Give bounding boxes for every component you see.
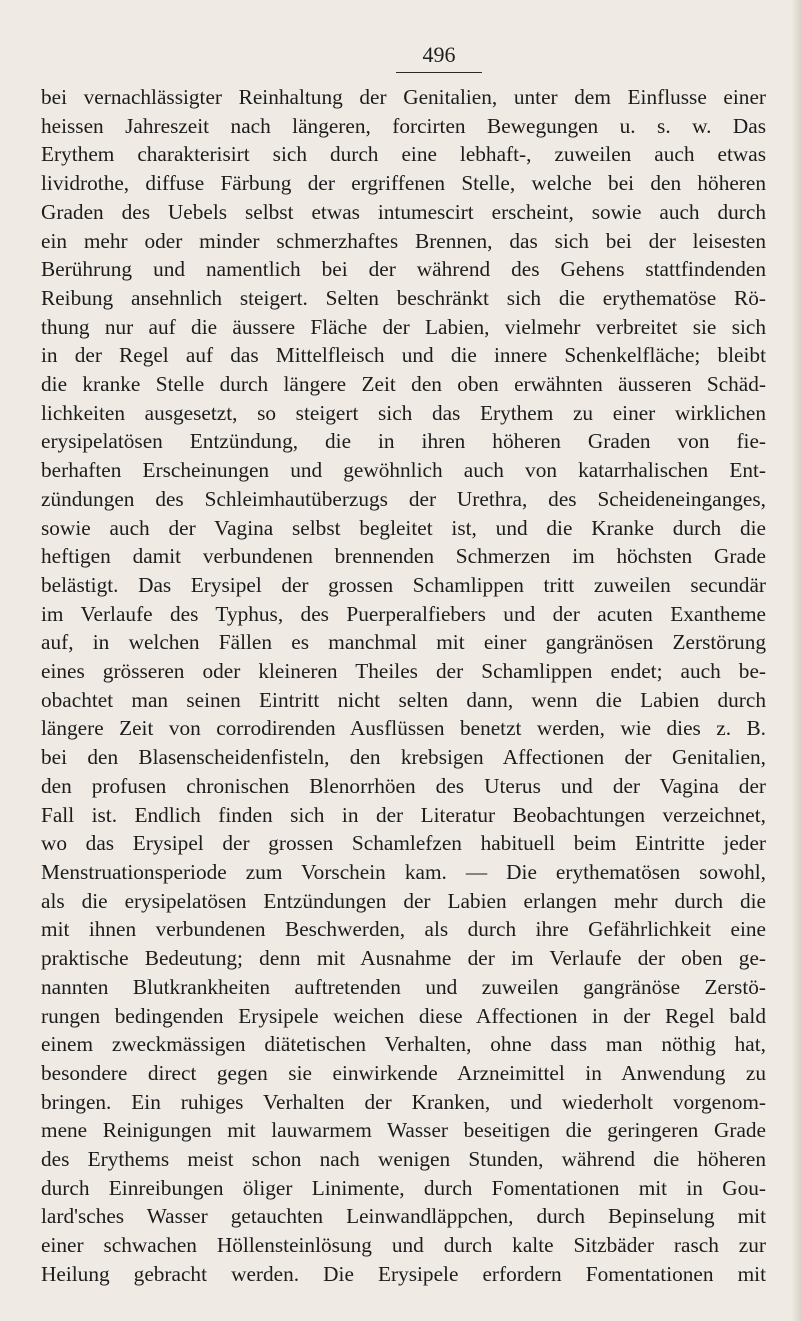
text-line: eines grösseren oder kleineren Theiles der Schamlippen endet; auch be-: [41, 659, 766, 684]
text-line: Reibung ansehnlich steigert. Selten beschränkt sich die erythematöse Rö-: [41, 285, 766, 310]
text-line: rungen bedingenden Erysipele weichen diese Affectionen in der Regel bald: [41, 1003, 766, 1028]
page-number: 496: [396, 42, 482, 73]
text-line: einer schwachen Höllensteinlösung und durch kalte Sitzbäder rasch zur: [41, 1233, 766, 1258]
text-line: wo das Erysipel der grossen Schamlefzen habituell beim Eintritte jeder: [41, 831, 766, 856]
text-line: auf, in welchen Fällen es manchmal mit einer gangränösen Zerstörung: [41, 630, 766, 655]
text-line: den profusen chronischen Blenorrhöen des Uterus und der Vagina der: [41, 773, 766, 798]
text-line: als die erysipelatösen Entzündungen der Labien erlangen mehr durch die: [41, 888, 766, 913]
text-line: ein mehr oder minder schmerzhaftes Brennen, das sich bei der leisesten: [41, 228, 766, 253]
text-line: belästigt. Das Erysipel der grossen Schamlippen tritt zuweilen secundär: [41, 572, 766, 597]
text-line: Graden des Uebels selbst etwas intumescirt erscheint, sowie auch durch: [41, 199, 766, 224]
text-line: obachtet man seinen Eintritt nicht selten dann, wenn die Labien durch: [41, 687, 766, 712]
text-line: in der Regel auf das Mittelfleisch und die innere Schenkelfläche; bleibt: [41, 343, 766, 368]
text-line: sowie auch der Vagina selbst begleitet ist, und die Kranke durch die: [41, 515, 766, 540]
text-line: die kranke Stelle durch längere Zeit den oben erwähnten äusseren Schäd-: [41, 372, 766, 397]
text-line: heissen Jahreszeit nach längeren, forcirten Bewegungen u. s. w. Das: [41, 113, 766, 138]
text-line: heftigen damit verbundenen brennenden Schmerzen im höchsten Grade: [41, 544, 766, 569]
text-line: bei den Blasenscheidenfisteln, den krebsigen Affectionen der Genitalien,: [41, 745, 766, 770]
text-line: lividrothe, diffuse Färbung der ergriffenen Stelle, welche bei den höheren: [41, 171, 766, 196]
text-line: durch Einreibungen öliger Linimente, durch Fomentationen mit in Gou-: [41, 1175, 766, 1200]
text-line: Heilung gebracht werden. Die Erysipele erfordern Fomentationen mit: [41, 1261, 766, 1286]
text-line: bei vernachlässigter Reinhaltung der Genitalien, unter dem Einflusse einer: [41, 85, 766, 109]
body-text: [41, 83, 766, 1289]
text-line: einem zweckmässigen diätetischen Verhalten, ohne dass man nöthig hat,: [41, 1032, 766, 1057]
text-line: des Erythems meist schon nach wenigen Stunden, während die höheren: [41, 1147, 766, 1172]
text-line: bringen. Ein ruhiges Verhalten der Kranken, und wiederholt vorgenom-: [41, 1089, 766, 1114]
text-line: lard'sches Wasser getauchten Leinwandläppchen, durch Bepinselung mit: [41, 1204, 766, 1229]
text-line: nannten Blutkrankheiten auftretenden und zuweilen gangränöse Zerstö-: [41, 974, 766, 999]
text-line: zündungen des Schleimhautüberzugs der Urethra, des Scheideneinganges,: [41, 486, 766, 511]
text-line: im Verlaufe des Typhus, des Puerperalfiebers und der acuten Exantheme: [41, 601, 766, 626]
text-line: Fall ist. Endlich finden sich in der Literatur Beobachtungen verzeichnet,: [41, 802, 766, 827]
text-line: mene Reinigungen mit lauwarmem Wasser beseitigen die geringeren Grade: [41, 1118, 766, 1143]
text-line: Erythem charakterisirt sich durch eine lebhaft-, zuweilen auch etwas: [41, 142, 766, 167]
page-edge-shadow: [791, 0, 801, 1321]
text-line: thung nur auf die äussere Fläche der Labien, vielmehr verbreitet sie sich: [41, 314, 766, 339]
text-line: besondere direct gegen sie einwirkende Arzneimittel in Anwendung zu: [41, 1060, 766, 1085]
text-line: praktische Bedeutung; denn mit Ausnahme der im Verlaufe der oben ge-: [41, 946, 766, 971]
text-line: längere Zeit von corrodirenden Ausflüssen benetzt werden, wie dies z. B.: [41, 716, 766, 741]
text-line: Berührung und namentlich bei der während des Gehens stattfindenden: [41, 257, 766, 282]
text-line: mit ihnen verbundenen Beschwerden, als durch ihre Gefährlichkeit eine: [41, 917, 766, 942]
text-line: lichkeiten ausgesetzt, so steigert sich das Erythem zu einer wirklichen: [41, 400, 766, 425]
text-line: erysipelatösen Entzündung, die in ihren höheren Graden von fie-: [41, 429, 766, 454]
text-line: berhaften Erscheinungen und gewöhnlich auch von katarrhalischen Ent-: [41, 458, 766, 483]
text-line: Menstruationsperiode zum Vorschein kam. — Die erythematösen sowohl,: [41, 859, 766, 884]
